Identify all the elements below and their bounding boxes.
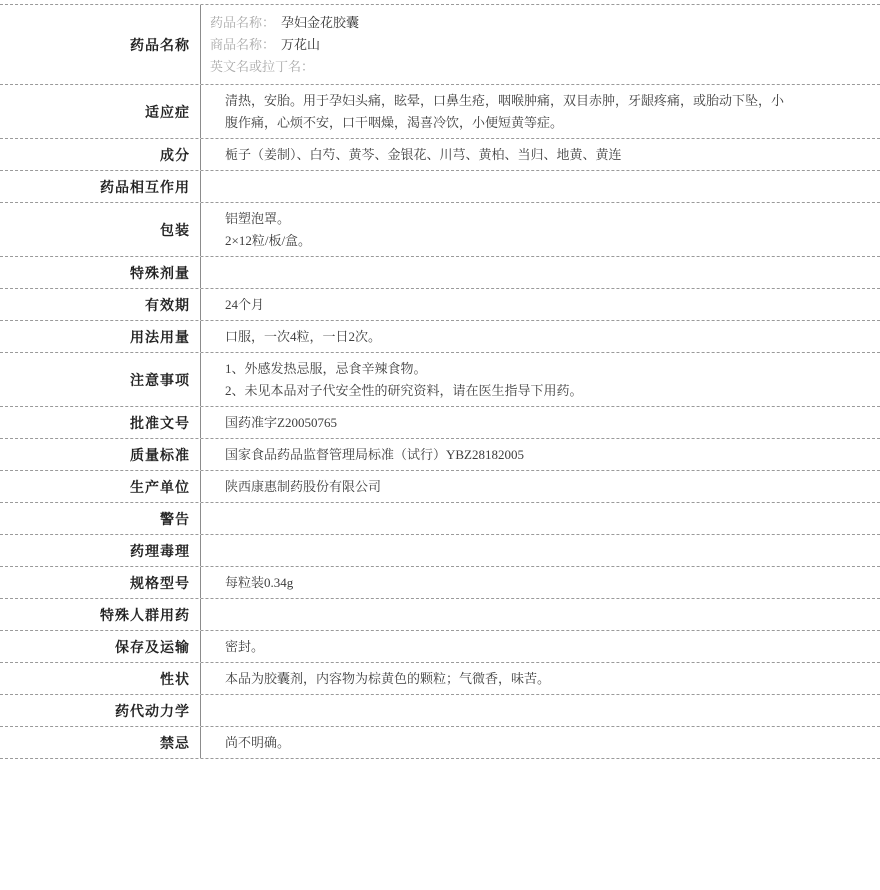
table-row-pharmacology xyxy=(0,535,880,567)
table-row-quality-standard xyxy=(0,439,880,471)
row-label: 药品相互作用 xyxy=(0,171,201,202)
table-row-shelf-life xyxy=(0,289,880,321)
row-value xyxy=(201,515,880,523)
table-row-pharmacokinetics xyxy=(0,695,880,727)
field-value: 孕妇金花胶囊 xyxy=(281,14,360,30)
row-value: 国家食品药品监督管理局标准（试行）YBZ28182005 xyxy=(225,446,525,462)
field-key: 商品名称： xyxy=(210,36,276,52)
row-label: 适应症 xyxy=(0,85,201,138)
row-value xyxy=(201,204,880,256)
row-label: 药理毒理 xyxy=(0,535,201,566)
drug-name-line xyxy=(210,12,795,34)
row-label: 保存及运输 xyxy=(0,631,201,662)
table-row-ingredients xyxy=(0,139,880,171)
table-row-special-dosage xyxy=(0,257,880,289)
table-row-approval-number xyxy=(0,407,880,439)
latin-name-line xyxy=(210,56,795,78)
field-value: 万花山 xyxy=(281,36,321,52)
field-key: 英文名或拉丁名： xyxy=(210,58,315,74)
row-value xyxy=(201,8,880,82)
packaging-line: 铝塑泡罩。 xyxy=(225,210,291,226)
row-label: 警告 xyxy=(0,503,201,534)
table-row-description xyxy=(0,663,880,695)
row-label: 规格型号 xyxy=(0,567,201,598)
table-row-storage xyxy=(0,631,880,663)
precaution-line: 1、外感发热忌服，忌食辛辣食物。 xyxy=(225,360,427,376)
row-value xyxy=(201,707,880,715)
row-label: 质量标准 xyxy=(0,439,201,470)
table-row-indications xyxy=(0,85,880,139)
row-value xyxy=(201,183,880,191)
row-label: 生产单位 xyxy=(0,471,201,502)
row-value: 密封。 xyxy=(225,638,265,654)
table-row-manufacturer xyxy=(0,471,880,503)
table-row-interactions xyxy=(0,171,880,203)
table-row-specification xyxy=(0,567,880,599)
row-value xyxy=(201,611,880,619)
row-label: 成分 xyxy=(0,139,201,170)
table-row-drug-name xyxy=(0,5,880,85)
row-label: 药品名称 xyxy=(0,5,201,84)
row-value xyxy=(201,354,880,406)
row-value: 国药准字Z20050765 xyxy=(225,414,337,430)
row-value xyxy=(201,269,880,277)
field-key: 药品名称： xyxy=(210,14,276,30)
packaging-line: 2×12粒/板/盒。 xyxy=(225,232,312,248)
row-label: 包装 xyxy=(0,203,201,256)
row-label: 用法用量 xyxy=(0,321,201,352)
table-row-precautions xyxy=(0,353,880,407)
row-value xyxy=(201,547,880,555)
row-value: 栀子（姜制）、白芍、黄芩、金银花、川芎、黄柏、当归、地黄、黄连 xyxy=(225,146,622,162)
drug-info-table xyxy=(0,4,880,759)
row-value: 清热，安胎。用于孕妇头痛，眩晕，口鼻生疮，咽喉肿痛，双目赤肿，牙龈疼痛，或胎动下坠，小腹作痛，心烦不安，口干咽燥，渴喜冷饮，小便短黄等症。 xyxy=(225,92,785,130)
row-value: 本品为胶囊剂，内容物为棕黄色的颗粒；气微香，味苦。 xyxy=(225,670,551,686)
trade-name-line xyxy=(210,34,795,56)
row-label: 有效期 xyxy=(0,289,201,320)
row-label: 药代动力学 xyxy=(0,695,201,726)
row-value: 陕西康惠制药股份有限公司 xyxy=(225,478,382,494)
table-row-contraindications xyxy=(0,727,880,759)
table-row-warning xyxy=(0,503,880,535)
row-label: 批准文号 xyxy=(0,407,201,438)
row-label: 特殊剂量 xyxy=(0,257,201,288)
table-row-special-populations xyxy=(0,599,880,631)
table-row-packaging xyxy=(0,203,880,257)
row-label: 禁忌 xyxy=(0,727,201,758)
row-value: 口服，一次4粒，一日2次。 xyxy=(225,328,382,344)
row-label: 性状 xyxy=(0,663,201,694)
precaution-line: 2、未见本品对子代安全性的研究资料，请在医生指导下用药。 xyxy=(225,382,583,398)
row-label: 特殊人群用药 xyxy=(0,599,201,630)
table-row-dosage xyxy=(0,321,880,353)
row-value: 尚不明确。 xyxy=(225,734,291,750)
row-value: 24个月 xyxy=(225,296,265,312)
row-label: 注意事项 xyxy=(0,353,201,406)
row-value: 每粒装0.34g xyxy=(225,574,294,590)
